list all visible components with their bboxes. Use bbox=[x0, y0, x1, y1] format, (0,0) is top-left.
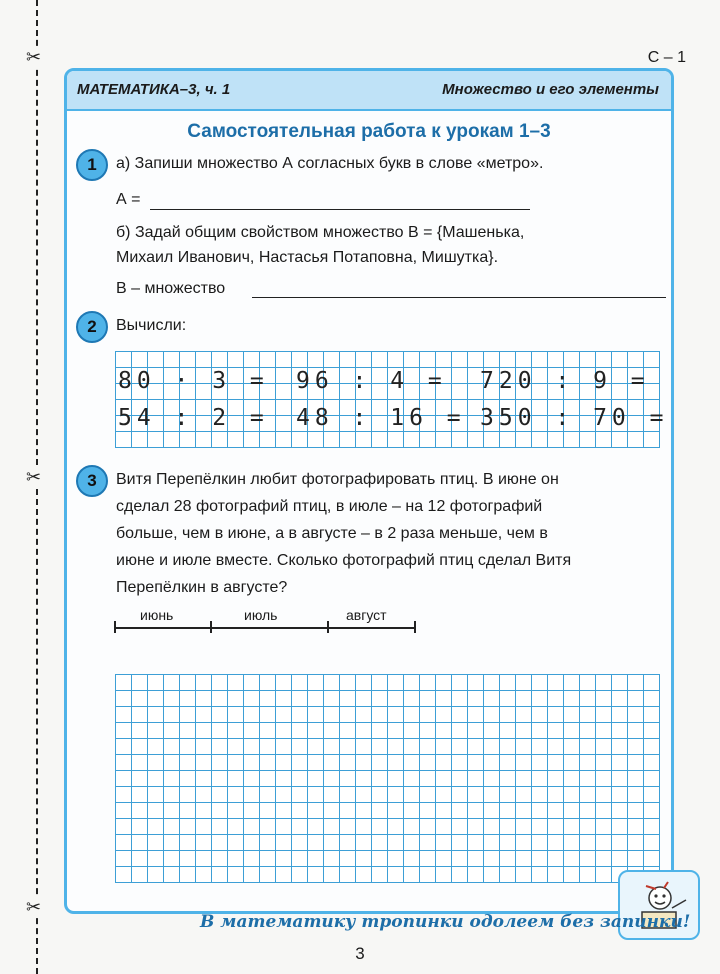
page-code: С – 1 bbox=[647, 49, 686, 66]
expression: 350 : 70 = bbox=[480, 405, 669, 431]
task1-b-answer-label: В – множество bbox=[116, 280, 226, 297]
header-subject: МАТЕМАТИКА–3, ч. 1 bbox=[77, 81, 231, 98]
page-number: 3 bbox=[355, 944, 365, 963]
answer-line[interactable] bbox=[252, 297, 666, 298]
task1-part-b-line2: Михаил Иванович, Настасья Потаповна, Мишутка}. bbox=[116, 249, 499, 266]
scissors-icon: ✂ bbox=[26, 897, 42, 917]
task3-text-line: больше, чем в июне, а в августе – в 2 раза меньше, чем в bbox=[116, 525, 548, 542]
task1-a-answer-label: А = bbox=[116, 191, 141, 208]
task3-text-line: сделал 28 фотографий птиц, в июле – на 12 фотографий bbox=[116, 498, 543, 515]
task1-part-a: а) Запиши множество А согласных букв в слове «метро». bbox=[116, 155, 544, 172]
segment-label-june: июнь bbox=[140, 607, 174, 623]
task2-label: Вычисли: bbox=[116, 317, 187, 334]
segment-label-july: июль bbox=[244, 607, 278, 623]
segment-tick bbox=[114, 621, 116, 633]
footer-motto: В математику тропинки одолеем без запинки! bbox=[200, 912, 691, 932]
expression: 48 : 16 = bbox=[296, 405, 466, 431]
segment-tick bbox=[414, 621, 416, 633]
segment-diagram bbox=[115, 627, 415, 629]
segment-tick bbox=[210, 621, 212, 633]
task-number-badge: 2 bbox=[76, 311, 108, 343]
task3-text-line: Перепёлкин в августе? bbox=[116, 579, 288, 596]
expression: 54 : 2 = bbox=[118, 405, 269, 431]
solution-grid[interactable] bbox=[115, 674, 660, 883]
answer-line[interactable] bbox=[150, 209, 530, 210]
cut-line bbox=[36, 0, 38, 974]
expression: 80 · 3 = bbox=[118, 368, 269, 394]
task1-part-b-line1: б) Задай общим свойством множество В = {Машенька, bbox=[116, 224, 525, 241]
segment-tick bbox=[327, 621, 329, 633]
expression: 96 : 4 = bbox=[296, 368, 447, 394]
calculation-grid[interactable] bbox=[115, 351, 660, 448]
page-title: Самостоятельная работа к урокам 1–3 bbox=[187, 121, 551, 142]
scissors-icon: ✂ bbox=[26, 47, 42, 67]
header-topic: Множество и его элементы bbox=[442, 81, 659, 98]
task-number-badge: 1 bbox=[76, 149, 108, 181]
header-bar bbox=[67, 71, 671, 111]
scissors-icon: ✂ bbox=[26, 467, 42, 487]
expression: 720 : 9 = bbox=[480, 368, 650, 394]
task3-text-line: Витя Перепёлкин любит фотографировать птиц. В июне он bbox=[116, 471, 559, 488]
task3-text-line: июне и июле вместе. Сколько фотографий птиц сделал Витя bbox=[116, 552, 572, 569]
segment-label-august: август bbox=[346, 607, 387, 623]
task-number-badge: 3 bbox=[76, 465, 108, 497]
